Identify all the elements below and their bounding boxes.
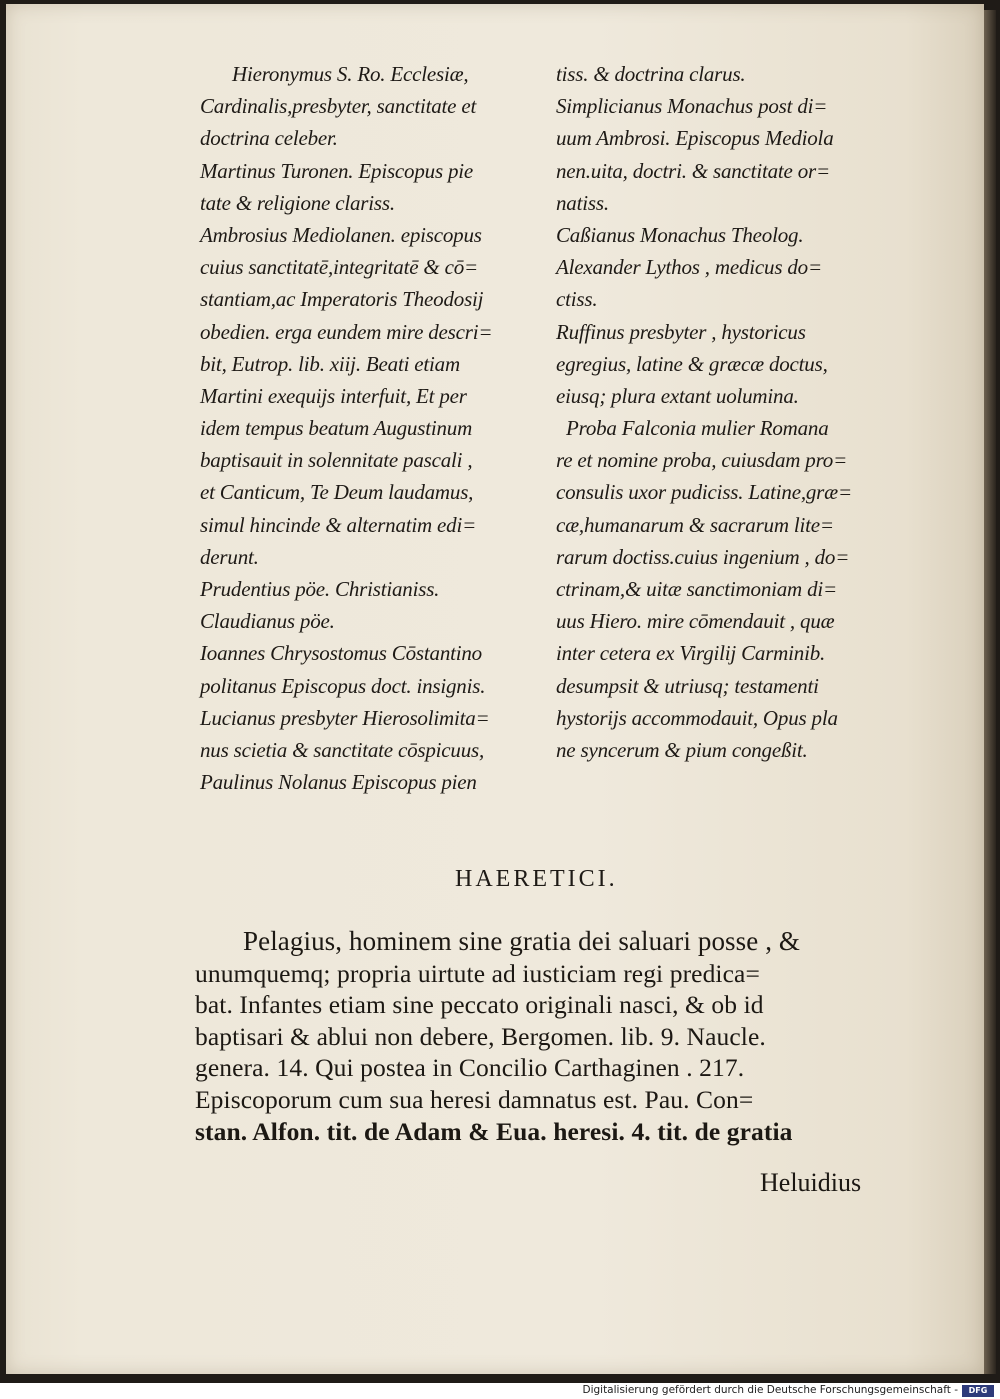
text-line: Lucianus presbyter Hierosolimita=: [200, 705, 490, 730]
text-line: Pelagius, hominem sine gratia dei saluari posse , &: [243, 926, 800, 956]
text-line: doctrina celeber.: [200, 126, 338, 151]
text-line: Claudianus pöe.: [200, 609, 335, 634]
text-line: bit, Eutrop. lib. xiij. Beati etiam: [200, 351, 460, 376]
text-line: consulis uxor pudiciss. Latine,græ=: [556, 480, 852, 505]
text-line: Martini exequijs interfuit, Et per: [200, 383, 467, 408]
text-line: natiss.: [556, 190, 609, 215]
text-line: Hieronymus S. Ro. Ecclesiæ,: [232, 62, 469, 86]
text-line: Caßianus Monachus Theolog.: [556, 222, 804, 247]
text-line: derunt.: [200, 544, 259, 569]
text-line: Ruffinus presbyter , hystoricus: [556, 319, 806, 344]
text-line: nus scietia & sanctitate cōspicuus,: [200, 737, 485, 762]
text-line: Ioannes Chrysostomus Cōstantino: [200, 641, 482, 666]
left-column: [200, 58, 535, 798]
text-line: uum Ambrosi. Episcopus Mediola: [556, 126, 834, 151]
text-line: Alexander Lythos , medicus do=: [556, 255, 822, 280]
section-heading: HAERETICI.: [455, 866, 618, 892]
text-line: et Canticum, Te Deum laudamus,: [200, 480, 474, 505]
dfg-logo: DFG: [962, 1385, 994, 1397]
text-line: politanus Episcopus doct. insignis.: [200, 673, 486, 698]
text-line: uus Hiero. mire cōmendauit , quæ: [556, 609, 835, 634]
catchword: Heluidius: [760, 1168, 862, 1197]
text-line: idem tempus beatum Augustinum: [200, 416, 473, 441]
text-line: Proba Falconia mulier Romana: [566, 416, 829, 441]
text-line: tiss. & doctrina clarus.: [556, 62, 746, 86]
footer-bar: [0, 1383, 1000, 1399]
text-line: nen.uita, doctri. & sanctitate or=: [556, 158, 830, 183]
text-line: stantiam,ac Imperatoris Theodosij: [200, 287, 484, 312]
right-column: [556, 58, 896, 766]
text-line: cuius sanctitatē,integritatē & cō=: [200, 255, 478, 280]
text-line: stan. Alfon. tit. de Adam & Eua. heresi. 4. tit. de gratia: [195, 1116, 793, 1146]
text-line: baptisauit in solennitate pascali ,: [200, 448, 473, 473]
text-line: genera. 14. Qui postea in Concilio Carthaginen . 217.: [195, 1053, 745, 1083]
text-line: cæ,humanarum & sacrarum lite=: [556, 512, 834, 537]
text-line: baptisari & ablui non debere, Bergomen. lib. 9. Naucle.: [195, 1021, 766, 1051]
funding-notice: Digitalisierung gefördert durch die Deutsche Forschungsgemeinschaft -: [582, 1384, 958, 1396]
text-line: ne syncerum & pium congeßit.: [556, 737, 808, 762]
page-edge: [984, 10, 996, 1374]
text-line: egregius, latine & græcæ doctus,: [556, 351, 828, 376]
text-line: obedien. erga eundem mire descri=: [200, 319, 493, 344]
text-line: Cardinalis,presbyter, sanctitate et: [200, 94, 477, 119]
text-line: eiusq; plura extant uolumina.: [556, 383, 799, 408]
text-line: Prudentius pöe. Christianiss.: [200, 577, 440, 601]
text-line: Ambrosius Mediolanen. episcopus: [200, 222, 482, 247]
text-line: Paulinus Nolanus Episcopus pien: [200, 770, 477, 795]
body-paragraph: [195, 926, 885, 1147]
text-line: ctrinam,& uitæ sanctimoniam di=: [556, 577, 837, 601]
text-line: unumquemq; propria uirtute ad iusticiam regi predica=: [195, 958, 760, 988]
text-line: desumpsit & utriusq; testamenti: [556, 673, 819, 698]
text-line: Simplicianus Monachus post di=: [556, 94, 828, 119]
text-line: re et nomine proba, cuiusdam pro=: [556, 448, 848, 473]
text-line: simul hincinde & alternatim edi=: [200, 512, 477, 537]
text-line: Martinus Turonen. Episcopus pie: [200, 158, 474, 183]
text-line: rarum doctiss.cuius ingenium , do=: [556, 544, 850, 569]
text-line: tate & religione clariss.: [200, 190, 395, 215]
text-line: bat. Infantes etiam sine peccato originali nasci, & ob id: [195, 990, 764, 1020]
text-line: ctiss.: [556, 287, 598, 312]
text-line: hystorijs accommodauit, Opus pla: [556, 705, 838, 730]
text-line: inter cetera ex Virgilij Carminib.: [556, 641, 826, 666]
text-line: Episcoporum cum sua heresi damnatus est. Pau. Con=: [195, 1084, 754, 1114]
